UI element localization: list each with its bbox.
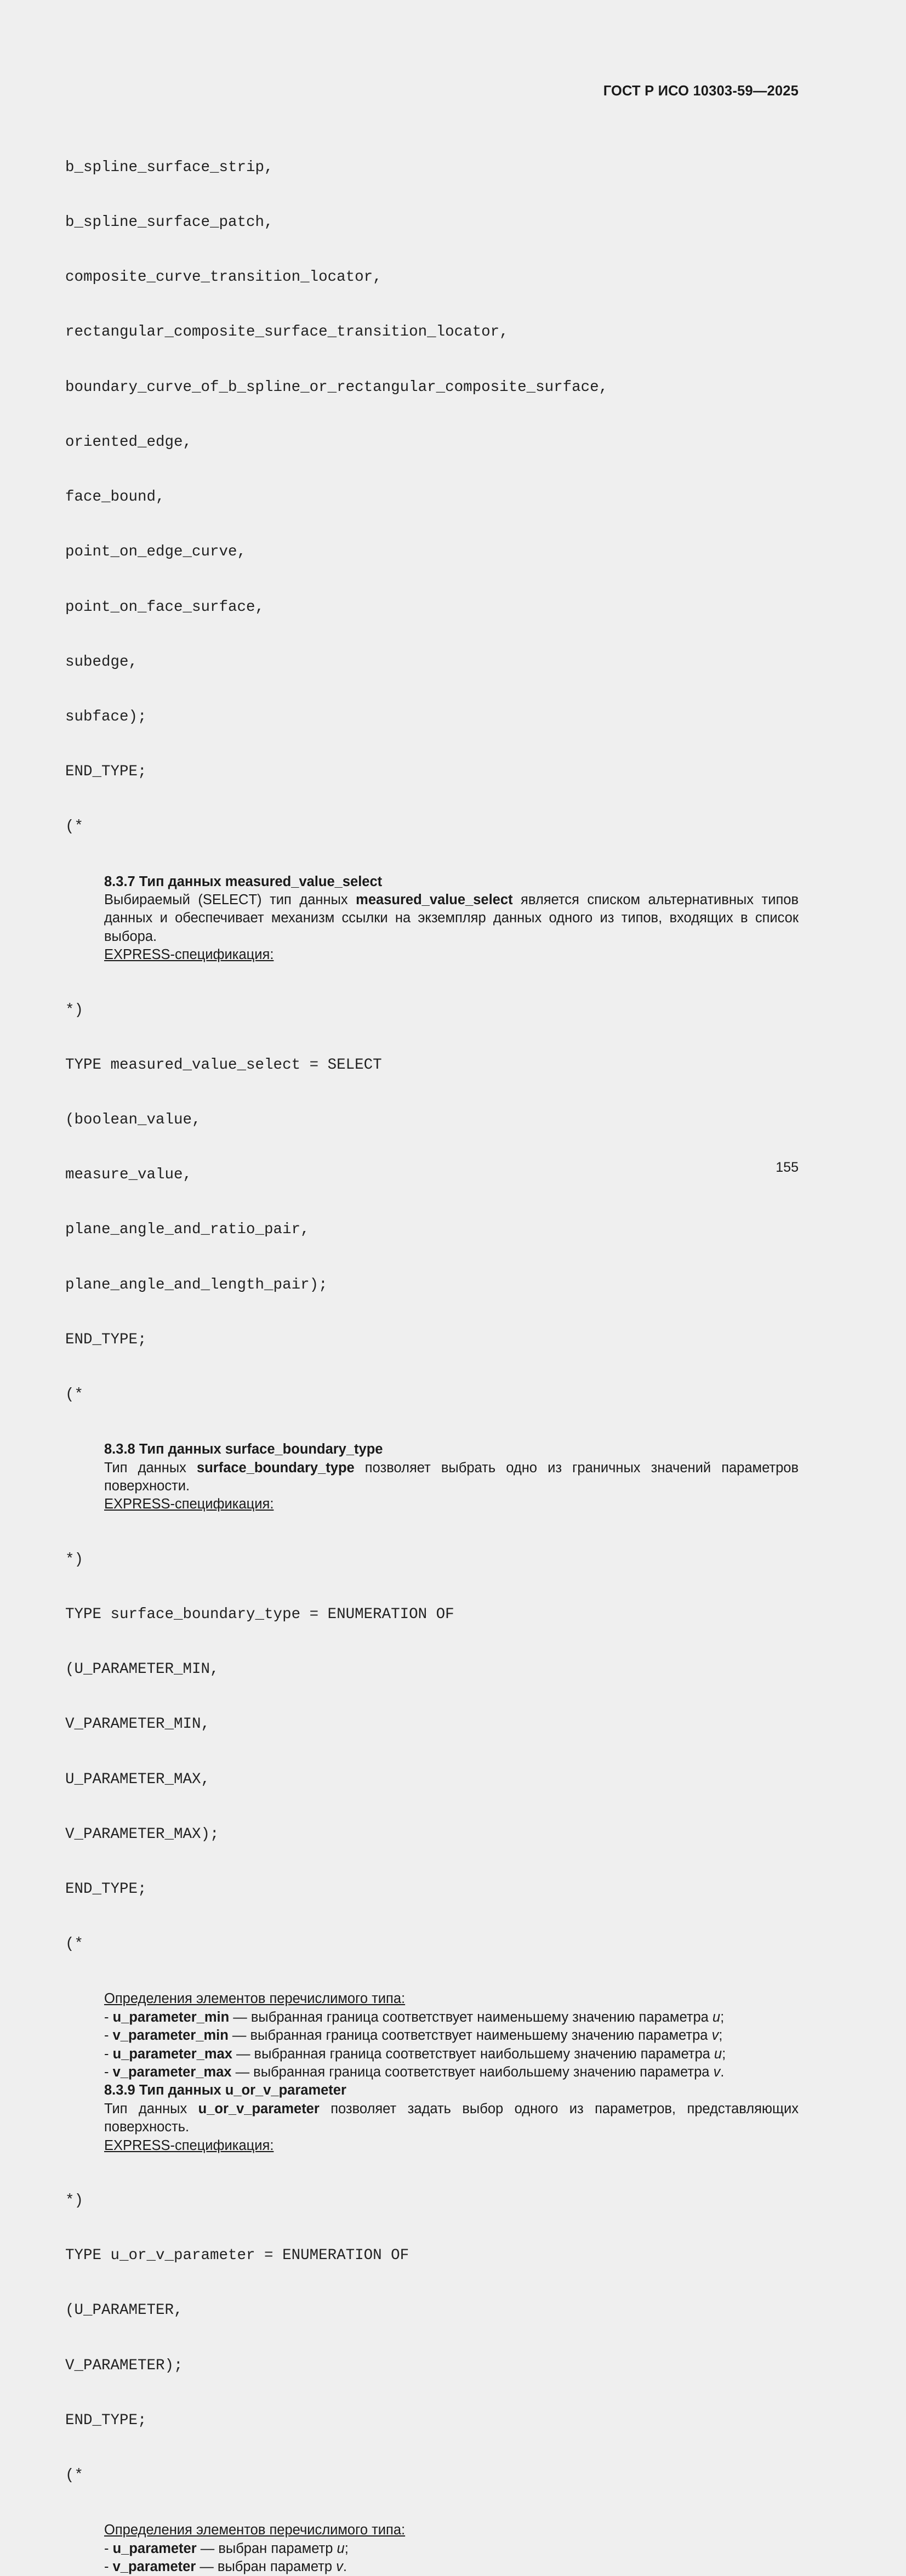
code-line: (U_PARAMETER, bbox=[65, 2302, 183, 2319]
term: u_or_v_parameter bbox=[198, 2101, 320, 2117]
definition-item: - u_parameter — выбран параметр u; bbox=[104, 2540, 349, 2556]
code-line: subface); bbox=[65, 708, 147, 725]
code-line: *) bbox=[65, 1001, 84, 1019]
code-line: END_TYPE; bbox=[65, 763, 147, 781]
code-line: END_TYPE; bbox=[65, 1331, 147, 1348]
code-line: TYPE u_or_v_parameter = ENUMERATION OF bbox=[65, 2247, 409, 2265]
code-line: boundary_curve_of_b_spline_or_rectangular_composite_surface, bbox=[65, 378, 608, 396]
page-number: 155 bbox=[776, 1160, 799, 1175]
code-line: TYPE measured_value_select = SELECT bbox=[65, 1056, 382, 1074]
code-line: (* bbox=[65, 1386, 84, 1404]
definitions-label: Определения элементов перечислимого типа: bbox=[104, 2522, 406, 2538]
section-heading-8-3-9: 8.3.9 Тип данных u_or_v_parameter bbox=[104, 2083, 346, 2098]
definition-item: - u_parameter_max — выбранная граница соответствует наибольшему значению параметра u; bbox=[104, 2046, 726, 2062]
definition-item: - v_parameter_min — выбранная граница соответствует наименьшему значению параметра v; bbox=[104, 2028, 723, 2044]
code-line: END_TYPE; bbox=[65, 2412, 147, 2429]
code-line: V_PARAMETER_MIN, bbox=[65, 1716, 210, 1733]
page-content bbox=[65, 122, 799, 2576]
code-line: plane_angle_and_length_pair); bbox=[65, 1276, 328, 1293]
document-header: ГОСТ Р ИСО 10303-59—2025 bbox=[603, 83, 799, 99]
code-line: TYPE surface_boundary_type = ENUMERATION OF bbox=[65, 1605, 454, 1623]
definition-item: - v_parameter — выбран параметр v. bbox=[104, 2559, 347, 2575]
code-line: *) bbox=[65, 1551, 84, 1568]
code-line: point_on_edge_curve, bbox=[65, 543, 247, 561]
code-line: END_TYPE; bbox=[65, 1881, 147, 1898]
code-line: oriented_edge, bbox=[65, 433, 192, 451]
code-line: composite_curve_transition_locator, bbox=[65, 269, 382, 286]
code-line: V_PARAMETER); bbox=[65, 2357, 183, 2374]
code-line: plane_angle_and_ratio_pair, bbox=[65, 1221, 310, 1239]
code-line: U_PARAMETER_MAX, bbox=[65, 1771, 210, 1788]
code-line: rectangular_composite_surface_transition_locator, bbox=[65, 324, 509, 341]
code-block-top bbox=[65, 122, 799, 873]
code-line: V_PARAMETER_MAX); bbox=[65, 1825, 219, 1843]
code-line: point_on_face_surface, bbox=[65, 598, 265, 616]
code-line: (* bbox=[65, 1936, 84, 1953]
section-heading-8-3-7: 8.3.7 Тип данных measured_value_select bbox=[104, 873, 383, 889]
code-line: b_spline_surface_strip, bbox=[65, 158, 273, 176]
section-paragraph-8-3-9: Тип данных u_or_v_parameter позволяет задать выбор одного из параметров, представляющих поверхность. bbox=[104, 2101, 799, 2135]
definition-item: - u_parameter_min — выбранная граница соответствует наименьшему значению параметра u; bbox=[104, 2009, 725, 2025]
code-block-8-3-7 bbox=[65, 964, 799, 1441]
express-spec-label: EXPRESS-спецификация: bbox=[104, 2137, 274, 2153]
code-line: b_spline_surface_patch, bbox=[65, 214, 273, 231]
code-block-8-3-8 bbox=[65, 1514, 799, 1990]
section-heading-8-3-8: 8.3.8 Тип данных surface_boundary_type bbox=[104, 1442, 383, 1457]
definitions-label: Определения элементов перечислимого типа: bbox=[104, 1991, 406, 2007]
code-line: *) bbox=[65, 2192, 84, 2209]
definition-item: - v_parameter_max — выбранная граница соответствует наибольшему значению параметра v. bbox=[104, 2064, 725, 2080]
code-line: (U_PARAMETER_MIN, bbox=[65, 1661, 219, 1678]
term: measured_value_select bbox=[356, 892, 513, 908]
term: surface_boundary_type bbox=[197, 1460, 355, 1476]
code-line: face_bound, bbox=[65, 489, 165, 506]
code-line: subedge, bbox=[65, 653, 138, 671]
code-block-8-3-9 bbox=[65, 2155, 799, 2521]
code-line: (boolean_value, bbox=[65, 1111, 201, 1128]
express-spec-label: EXPRESS-спецификация: bbox=[104, 947, 274, 963]
section-paragraph-8-3-7: Выбираемый (SELECT) тип данных measured_value_select является списком альтернативных типов данных и обеспечивает механизм ссылки на экземпляр данных одного из типов, входящих в список выбора. bbox=[104, 892, 799, 944]
code-line: (* bbox=[65, 2467, 84, 2484]
code-line: (* bbox=[65, 818, 84, 836]
code-line: measure_value, bbox=[65, 1166, 192, 1184]
section-paragraph-8-3-8: Тип данных surface_boundary_type позволяет выбрать одно из граничных значений параметров поверхности. bbox=[104, 1460, 799, 1494]
express-spec-label: EXPRESS-спецификация: bbox=[104, 1496, 274, 1512]
